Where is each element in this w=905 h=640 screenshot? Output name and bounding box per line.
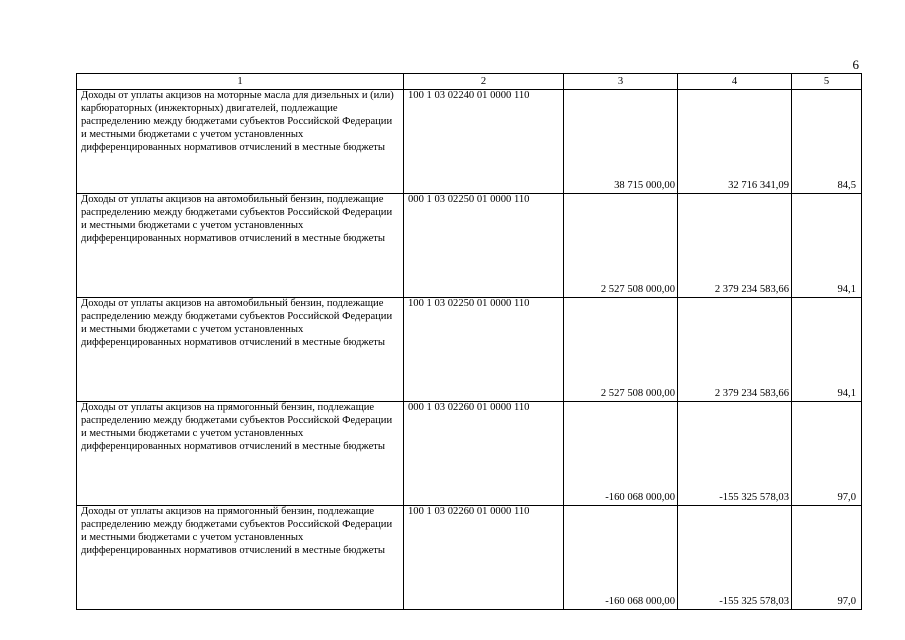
column-header-5: 5: [792, 74, 862, 90]
execution-percent-cell: 84,5: [792, 90, 862, 194]
actual-amount-cell: 2 379 234 583,66: [678, 194, 792, 298]
actual-amount-cell: -155 325 578,03: [678, 402, 792, 506]
table-row: [77, 506, 862, 610]
budget-code-cell: 100 1 03 02260 01 0000 110: [404, 506, 564, 610]
column-header-2: 2: [404, 74, 564, 90]
table-row: [77, 402, 862, 506]
execution-percent-cell: 94,1: [792, 298, 862, 402]
actual-amount-cell: -155 325 578,03: [678, 506, 792, 610]
actual-amount-cell: 2 379 234 583,66: [678, 298, 792, 402]
execution-percent-cell: 94,1: [792, 194, 862, 298]
revenue-name-cell: Доходы от уплаты акцизов на прямогонный бензин, подлежащие распределению между бюджетами субъектов Российской Федерации и местными бюджетами с учетом установленных дифференцированных нормативов отчислений в местные бюджеты: [77, 506, 404, 610]
page-number: 6: [852, 57, 859, 72]
revenue-name-cell: Доходы от уплаты акцизов на прямогонный бензин, подлежащие распределению между бюджетами субъектов Российской Федерации и местными бюджетами с учетом установленных дифференцированных нормативов отчислений в местные бюджеты: [77, 402, 404, 506]
table-row: [77, 298, 862, 402]
plan-amount-cell: -160 068 000,00: [564, 402, 678, 506]
revenue-name-cell: Доходы от уплаты акцизов на автомобильный бензин, подлежащие распределению между бюджетами субъектов Российской Федерации и местными бюджетами с учетом установленных дифференцированных нормативов отчислений в местные бюджеты: [77, 298, 404, 402]
execution-percent-cell: 97,0: [792, 402, 862, 506]
revenue-name-cell: Доходы от уплаты акцизов на автомобильный бензин, подлежащие распределению между бюджетами субъектов Российской Федерации и местными бюджетами с учетом установленных дифференцированных нормативов отчислений в местные бюджеты: [77, 194, 404, 298]
execution-percent-cell: 97,0: [792, 506, 862, 610]
budget-code-cell: 100 1 03 02250 01 0000 110: [404, 298, 564, 402]
plan-amount-cell: 38 715 000,00: [564, 90, 678, 194]
column-header-4: 4: [678, 74, 792, 90]
actual-amount-cell: 32 716 341,09: [678, 90, 792, 194]
budget-code-cell: 100 1 03 02240 01 0000 110: [404, 90, 564, 194]
budget-code-cell: 000 1 03 02250 01 0000 110: [404, 194, 564, 298]
column-header-1: 1: [77, 74, 404, 90]
plan-amount-cell: 2 527 508 000,00: [564, 298, 678, 402]
plan-amount-cell: -160 068 000,00: [564, 506, 678, 610]
budget-code-cell: 000 1 03 02260 01 0000 110: [404, 402, 564, 506]
column-header-3: 3: [564, 74, 678, 90]
revenue-table: [76, 73, 862, 610]
plan-amount-cell: 2 527 508 000,00: [564, 194, 678, 298]
table-row: [77, 194, 862, 298]
table-row: [77, 90, 862, 194]
table-header-row: [77, 74, 862, 90]
revenue-name-cell: Доходы от уплаты акцизов на моторные масла для дизельных и (или) карбюраторных (инжекторных) двигателей, подлежащие распределению между бюджетами субъектов Российской Федерации и местными бюджетами с учетом установленных дифференцированных нормативов отчислений в местные бюджеты: [77, 90, 404, 194]
